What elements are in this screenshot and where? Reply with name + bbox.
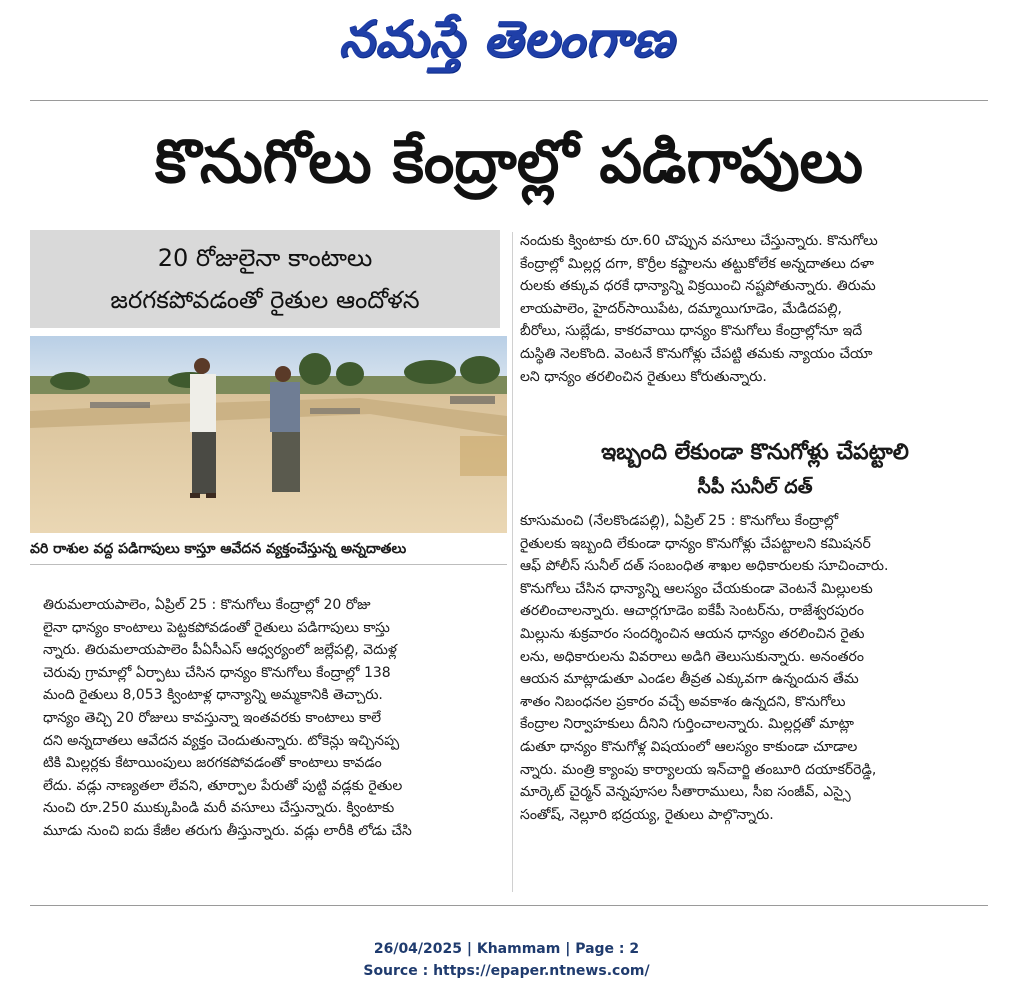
footer-divider <box>30 905 988 906</box>
body-line: మూడు నుంచి ఐదు కేజీల తరుగు తీస్తున్నారు. వడ్లు లారీకి లోడు చేసి <box>43 822 412 839</box>
body-line: ధాన్యం తెచ్చి 20 రోజులు కావస్తున్నా ఇంతవరకు కాంటాలు కాలే <box>43 709 382 726</box>
body-line: లేదు. వడ్లు నాణ్యతలా లేవని, తూర్పాల పేరుతో పుట్టి వడ్లకు రైతుల <box>43 777 403 794</box>
deck-line-1: 20 రోజులైనా కాంటాలు <box>157 244 373 272</box>
body-line: కూసుమంచి (నేలకొండపల్లి), ఏప్రిల్ 25 : కొనుగోలు కేంద్రాల్లో <box>520 513 839 529</box>
body-line: రులకు తక్కువ ధరకే ధాన్యాన్ని విక్రయించి నష్టపోతున్నారు. తిరుమ <box>520 278 876 295</box>
body-line: నుంచి రూ.250 ముక్కుపిండి మరీ వసూలు చేస్తున్నారు. క్వింటాకు <box>43 800 395 817</box>
body-line: టికి మిల్లర్లకు కేటాయింపులు జరగకపోవడంతో కాంటాలు కావడం <box>43 755 382 772</box>
article-headline: కొనుగోలు కేంద్రాల్లో పడిగాపులు <box>155 127 863 197</box>
body-line: కొనుగోలు చేసిన ధాన్యాన్ని ఆలస్యం చేయకుండా వెంటనే మిల్లులకు <box>520 580 873 597</box>
body-line: నందుకు క్వింటాకు రూ.60 చొప్పున వసూలు చేస్తున్నారు. కొనుగోలు <box>520 233 878 249</box>
right-column-continuation <box>520 230 990 388</box>
photo-caption: వరి రాశుల వద్ద పడిగాపులు కాస్తూ ఆవేదన వ్యక్తంచేస్తున్న అన్నదాతలు <box>30 541 407 557</box>
page-footer <box>0 938 1013 982</box>
body-line: ఆఫ్ పోలీస్ సునీల్ దత్ సంబంధిత శాఖల అధికారులకు సూచించారు. <box>520 558 889 575</box>
sub-article-body <box>520 510 990 826</box>
body-line: చెరువు గ్రామాల్లో ఏర్పాటు చేసిన ధాన్యం కొనుగోలు కేంద్రాల్లో 138 <box>43 664 391 681</box>
article-deck <box>30 230 500 328</box>
body-line: దని అన్నదాతలు ఆవేదన వ్యక్తం చెందుతున్నారు. టోకెన్లు ఇచ్చినప్ప <box>43 732 400 749</box>
left-column-body <box>43 594 503 843</box>
body-line: లని ధాన్యం తరలించిన రైతులు కోరుతున్నారు. <box>520 368 767 385</box>
body-line: న్నారు. తిరుమలాయపాలెం పీఏసీఎస్ ఆధ్వర్యంలో జల్లేపల్లి, వెదుళ్ల <box>43 642 397 659</box>
body-line: లాయపాలెం, హైదర్‌సాయిపేట, దమ్మాయిగూడెం, మేడిదపల్లి, <box>520 300 842 317</box>
body-line: రైతులకు ఇబ్బంది లేకుండా ధాన్యం కొనుగోళ్లు చేపట్టాలని కమిషనర్ <box>520 535 871 552</box>
article-photo <box>30 336 507 533</box>
body-line: కేంద్రాల నిర్వాహకులు దీనిని గుర్తించాలన్నారు. మిల్లర్లతో మాట్లా <box>520 716 854 733</box>
farmer-right-figure <box>270 366 300 492</box>
farmers-paddy-photo <box>30 336 507 533</box>
body-line: దుస్థితి నెలకొంది. వెంటనే కొనుగోళ్లు చేపట్టి తమకు న్యాయం చేయా <box>520 345 873 362</box>
body-line: న్నారు. మంత్రి క్యాంపు కార్యాలయ ఇన్‌చార్జి తంబూరి దయాకర్‌రెడ్డి, <box>520 761 877 778</box>
body-line: సంతోష్, నెల్లూరి భద్రయ్య, రైతులు పాల్గొన్నారు. <box>520 806 774 823</box>
newspaper-masthead <box>0 4 1013 74</box>
body-line: మంది రైతులు 8,053 క్వింటాళ్ల ధాన్యాన్ని అమ్మకానికి తెచ్చారు. <box>43 687 383 704</box>
sub-article-headline: ఇబ్బంది లేకుండా కొనుగోళ్లు చేపట్టాలి <box>601 440 909 465</box>
masthead-logo: నమస్తే తెలంగాణ <box>338 9 675 68</box>
body-line: బీరోలు, సుబ్లేడు, కాకరవాయి ధాన్యం కొనుగోలు కేంద్రాల్లోనూ ఇదే <box>520 323 863 340</box>
body-line: లైనా ధాన్యం కాంటాలు పెట్టకపోవడంతో రైతులు పడిగాపులు కాస్తు <box>43 619 390 636</box>
header-divider <box>30 100 988 101</box>
body-line: ఆయన మాట్లాడుతూ ఎండల తీవ్రత ఎక్కువగా ఉన్నందున తేమ <box>520 671 859 688</box>
caption-divider <box>30 564 507 565</box>
body-line: లను, అధికారులను వివరాలు అడిగి తెలుసుకున్నారు. అనంతరం <box>520 648 864 665</box>
farmer-left-figure <box>190 358 216 498</box>
deck-line-2: జరగకపోవడంతో రైతుల ఆందోళన <box>110 286 420 314</box>
body-line: తరలించాలన్నారు. ఆచార్లగూడెం ఐకేపీ సెంటర్‌ను, రాజేశ్వరపురం <box>520 603 864 620</box>
body-line: తిరుమలాయపాలెం, ఏప్రిల్ 25 : కొనుగోలు కేంద్రాల్లో 20 రోజు <box>43 597 371 613</box>
body-line: మార్కెట్ చైర్మన్ వెన్నపూసల సీతారాములు, సీఐ సంజీవ్, ఎస్సై <box>520 784 851 801</box>
body-line: కేంద్రాల్లో మిల్లర్ల దగా, కొర్రీల కష్టాలను తట్టుకోలేక అన్నదాతలు దళా <box>520 255 875 272</box>
body-line: డుతూ ధాన్యం కొనుగోళ్ల విషయంలో ఆలస్యం కాకుండా చూడాల <box>520 738 858 755</box>
footer-source-link[interactable]: Source : https://epaper.ntnews.com/ <box>363 963 650 979</box>
sub-article-byline: సీపీ సునీల్ దత్ <box>697 476 813 498</box>
column-divider <box>512 232 513 892</box>
footer-edition-info: 26/04/2025 | Khammam | Page : 2 <box>373 941 640 957</box>
body-line: మిల్లును శుక్రవారం సందర్శించిన ఆయన ధాన్యం తరలించిన రైతు <box>520 625 865 642</box>
body-line: శాతం నిబంధనల ప్రకారం వచ్చే అవకాశం ఉన్నదని, కొనుగోలు <box>520 693 846 710</box>
